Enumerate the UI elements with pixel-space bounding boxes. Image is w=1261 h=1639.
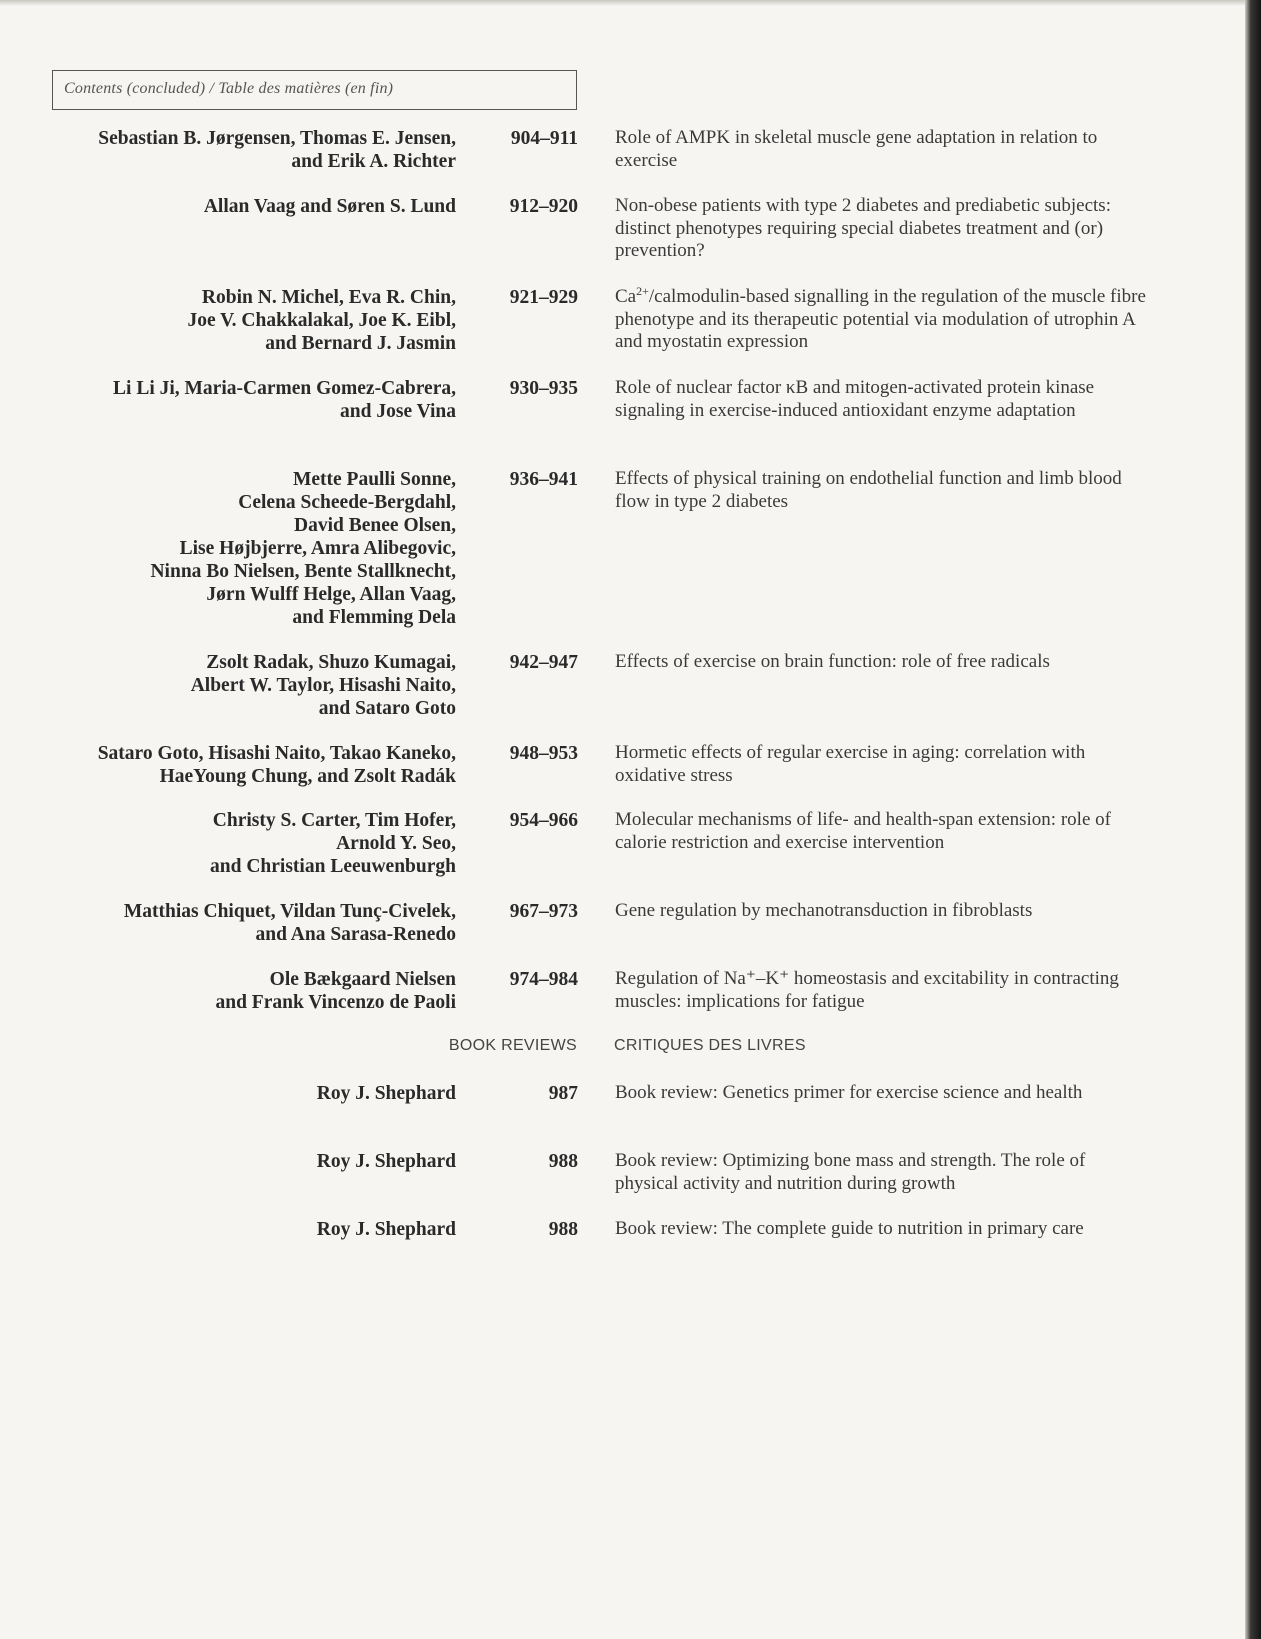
entry-title: Hormetic effects of regular exercise in aging: correlation with oxidative stress (615, 742, 1086, 786)
review-authors: Roy J. Shephard (316, 1219, 456, 1240)
entry-pages: 948–953 (509, 743, 578, 764)
review-authors: Roy J. Shephard (316, 1151, 456, 1172)
entry-pages: 912–920 (509, 196, 578, 217)
entry-pages: 936–941 (509, 469, 578, 490)
scan-shadow (0, 0, 1245, 6)
entry-title: Gene regulation by mechanotransduction in fibroblasts (615, 900, 1033, 921)
section-label-critiques: CRITIQUES DES LIVRES (614, 1037, 806, 1054)
entry-authors: Robin N. Michel, Eva R. Chin, Joe V. Chakkalakal, Joe K. Eibl, and Bernard J. Jasmin (187, 287, 456, 354)
entry-title: $Ca^{2+}/calmodulin$-based signalling in the regulation of the muscle fibre phenotype and its therapeutic potential via modulation of utrophin A and myostatin expression (615, 284, 1146, 352)
entry-pages: 930–935 (509, 378, 578, 399)
entry-authors: Sebastian B. Jørgensen, Thomas E. Jensen, and Erik A. Richter (98, 128, 456, 172)
section-label-book-reviews: BOOK REVIEWS (448, 1037, 577, 1054)
review-title: Book review: The complete guide to nutrition in primary care (615, 1218, 1084, 1239)
entry-authors: Christy S. Carter, Tim Hofer, Arnold Y. Seo, and Christian Leeuwenburgh (210, 810, 456, 877)
scan-edge (1245, 0, 1261, 1639)
entry-pages: 942–947 (509, 652, 578, 673)
review-pages: 988 (548, 1219, 578, 1240)
entry-pages: 904–911 (510, 128, 578, 149)
entry-authors: Matthias Chiquet, Vildan Tunç-Civelek, and Ana Sarasa-Renedo (123, 901, 456, 945)
entry-title: Molecular mechanisms of life- and health-span extension: role of calorie restriction and exercise intervention (615, 809, 1111, 853)
entry-authors: Sataro Goto, Hisashi Naito, Takao Kaneko, HaeYoung Chung, and Zsolt Radák (97, 743, 456, 787)
review-title: Book review: Optimizing bone mass and strength. The role of physical activity and nutrition during growth (615, 1150, 1086, 1194)
entry-authors: Zsolt Radak, Shuzo Kumagai, Albert W. Taylor, Hisashi Naito, and Sataro Goto (190, 652, 456, 719)
entry-authors: Ole Bækgaard Nielsen and Frank Vincenzo de Paoli (215, 969, 456, 1013)
entry-title: Non-obese patients with type 2 diabetes and prediabetic subjects: distinct phenotypes requiring special diabetes treatment and (or) prevention? (615, 195, 1111, 261)
entry-pages: 921–929 (509, 287, 578, 308)
entry-title: Effects of exercise on brain function: role of free radicals (615, 651, 1050, 672)
entry-title: Role of AMPK in skeletal muscle gene adaptation in relation to exercise (615, 127, 1098, 171)
review-title: Book review: Genetics primer for exercise science and health (615, 1082, 1083, 1103)
entry-pages: 967–973 (509, 901, 578, 922)
review-pages: 987 (548, 1083, 578, 1104)
entry-authors: Allan Vaag and Søren S. Lund (203, 196, 456, 217)
entry-pages: 974–984 (509, 969, 578, 990)
review-pages: 988 (548, 1151, 578, 1172)
contents-header: Contents (concluded) / Table des matières (en fin) (52, 70, 577, 110)
entry-authors: Li Li Ji, Maria-Carmen Gomez-Cabrera, and Jose Vina (113, 378, 456, 422)
entry-title: Regulation of Na⁺–K⁺ homeostasis and excitability in contracting muscles: implications for fatigue (615, 968, 1119, 1012)
entry-title: Effects of physical training on endothelial function and limb blood flow in type 2 diabetes (615, 468, 1122, 512)
entry-authors: Mette Paulli Sonne, Celena Scheede-Bergdahl, David Benee Olsen, Lise Højbjerre, Amra Alibegovic, Ninna Bo Nielsen, Bente Stallknecht, Jørn Wulff Helge, Allan Vaag, and Flemming Dela (150, 469, 456, 628)
entry-pages: 954–966 (509, 810, 578, 831)
entry-title: Role of nuclear factor κB and mitogen-activated protein kinase signaling in exercise-induced antioxidant enzyme adaptation (615, 377, 1095, 421)
review-authors: Roy J. Shephard (316, 1083, 456, 1104)
